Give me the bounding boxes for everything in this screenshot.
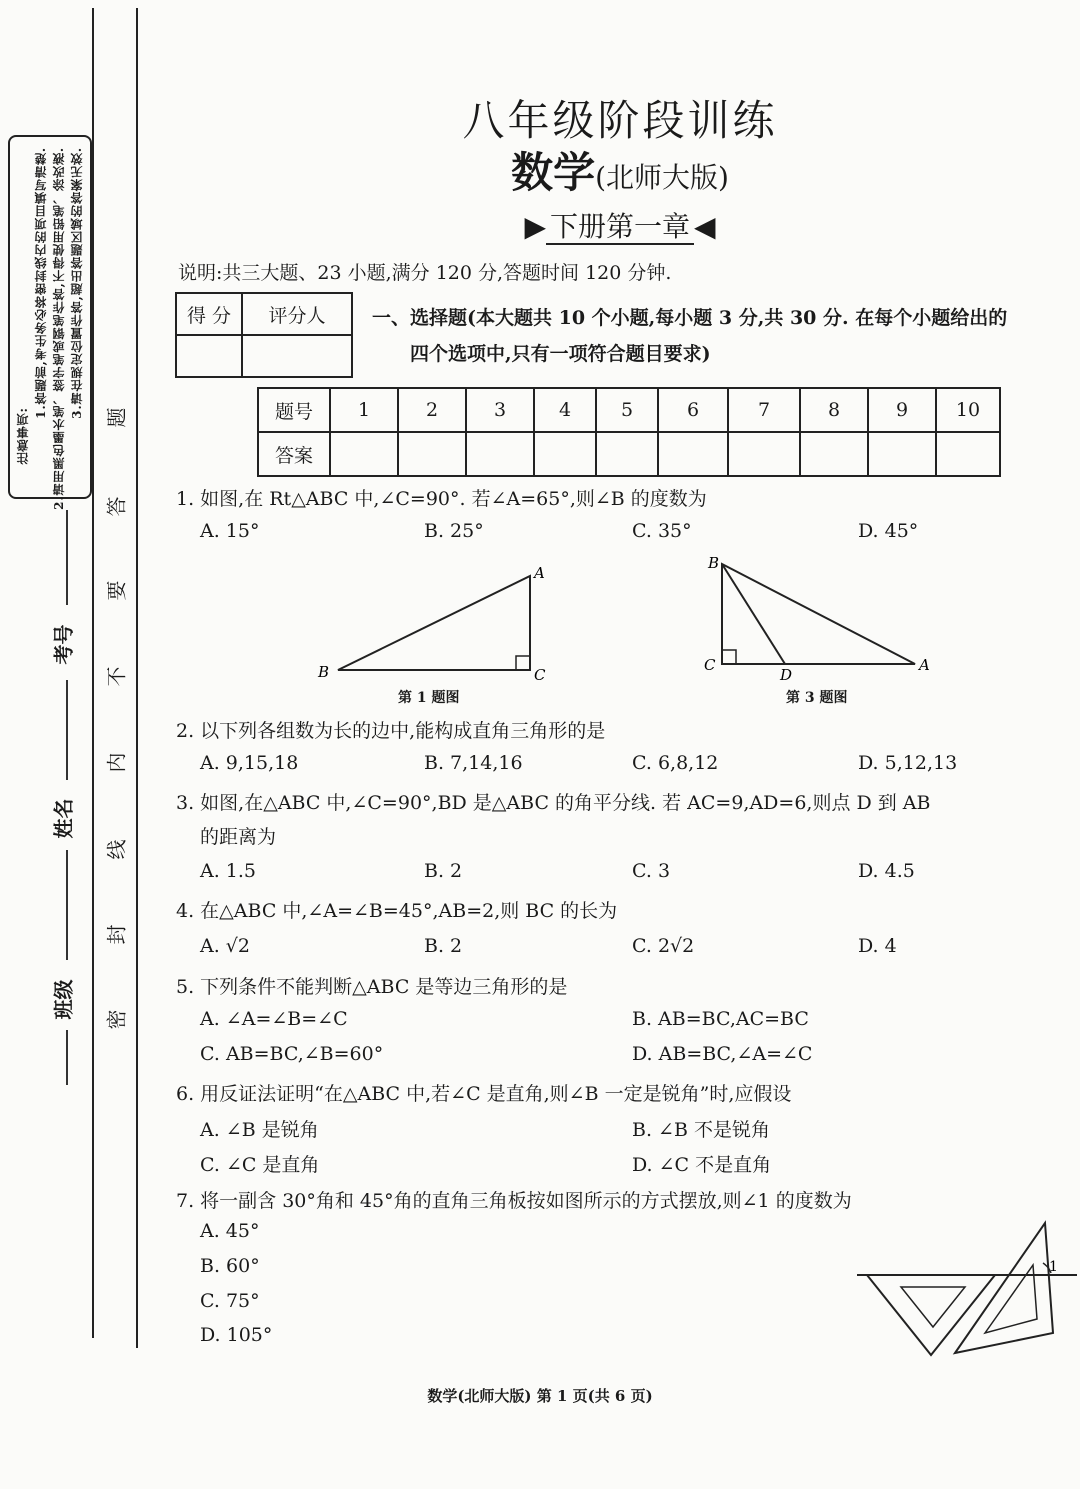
- question-number: 5: [596, 388, 658, 432]
- seal-char: 答: [104, 496, 129, 517]
- question-6-option-c: C. ∠C 是直角: [200, 1154, 320, 1176]
- question-1-option-c: C. 35°: [632, 520, 692, 542]
- answer-cell[interactable]: [534, 432, 596, 476]
- label-c: C: [704, 656, 716, 674]
- label-d: D: [780, 666, 793, 682]
- question-4-option-c: C. 2√2: [632, 935, 695, 957]
- answer-cell[interactable]: [658, 432, 728, 476]
- page-footer: 数学(北师大版) 第 1 页(共 6 页): [427, 1387, 653, 1405]
- question-3-stem: 3. 如图,在△ABC 中,∠C=90°,BD 是△ABC 的角平分线. 若 AC=9,AD=6,则点 D 到 AB: [176, 792, 931, 814]
- set-square-45-inner: [901, 1287, 965, 1327]
- grader-cell[interactable]: [242, 335, 352, 377]
- question-6-stem: 6. 用反证法证明“在△ABC 中,若∠C 是直角,则∠B 一定是锐角”时,应假设: [176, 1083, 792, 1105]
- exam-description: 说明:共三大题、23 小题,满分 120 分,答题时间 120 分钟.: [178, 262, 672, 284]
- triangle-abc: [338, 576, 530, 670]
- notice-title: 注意事项:: [16, 407, 30, 465]
- triangle-right-icon: ▶: [524, 210, 546, 243]
- id-label: 考号: [51, 624, 76, 665]
- name-write-line-top: [66, 680, 68, 780]
- question-number: 9: [868, 388, 936, 432]
- question-5-stem: 5. 下列条件不能判断△ABC 是等边三角形的是: [176, 976, 568, 998]
- question-7-stem: 7. 将一副含 30°角和 45°角的直角三角板按如图所示的方式摆放,则∠1 的度数为: [176, 1190, 852, 1212]
- question-2-option-d: D. 5,12,13: [858, 752, 958, 774]
- seal-char: 不: [104, 666, 129, 687]
- chapter-name: 下册第一章: [546, 210, 694, 245]
- answer-cell[interactable]: [936, 432, 1000, 476]
- question-4-option-b: B. 2: [424, 935, 463, 957]
- triangle-left-icon: ◀: [694, 210, 716, 243]
- class-label: 班级: [51, 979, 76, 1020]
- question-5-option-b: B. AB=BC,AC=BC: [632, 1008, 809, 1030]
- answer-cell[interactable]: [728, 432, 800, 476]
- name-write-line: [66, 850, 68, 960]
- answer-cell[interactable]: [596, 432, 658, 476]
- question-number: 8: [800, 388, 868, 432]
- seal-char: 内: [104, 752, 129, 773]
- seal-char: 线: [104, 839, 129, 860]
- question-7-option-a: A. 45°: [200, 1220, 260, 1242]
- answer-cell[interactable]: [868, 432, 936, 476]
- answer-cell[interactable]: [330, 432, 398, 476]
- question-number: 6: [658, 388, 728, 432]
- answer-cell[interactable]: [398, 432, 466, 476]
- figure-question-3: [700, 552, 940, 682]
- question-4-option-d: D. 4: [858, 935, 897, 957]
- question-7-option-b: B. 60°: [200, 1255, 260, 1277]
- question-5-option-c: C. AB=BC,∠B=60°: [200, 1043, 384, 1065]
- question-2-option-c: C. 6,8,12: [632, 752, 719, 774]
- score-box: [175, 292, 353, 378]
- question-number: 10: [936, 388, 1000, 432]
- question-6-option-d: D. ∠C 不是直角: [632, 1154, 772, 1176]
- figure-1-caption: 第 1 题图: [398, 690, 460, 706]
- right-angle-mark: [516, 656, 530, 670]
- notice-line-1: 1.答题前,考生务必将密封线内的项目填写清楚.: [34, 147, 48, 419]
- question-number: 1: [330, 388, 398, 432]
- label-b: B: [708, 554, 720, 572]
- name-label: 姓名: [51, 798, 76, 839]
- question-number: 7: [728, 388, 800, 432]
- question-1-stem: 1. 如图,在 Rt△ABC 中,∠C=90°. 若∠A=65°,则∠B 的度数为: [176, 488, 707, 510]
- subject-name: 数学: [511, 148, 596, 197]
- subject-title: [0, 140, 1080, 200]
- question-7-option-d: D. 105°: [200, 1324, 273, 1346]
- section-heading-line1: 一、选择题(本大题共 10 个小题,每小题 3 分,共 30 分. 在每个小题给出的: [372, 307, 1008, 329]
- notice-line-2: 2.请用黑色墨水笔、签字笔或钢笔作答,不得使用铅笔、涂改液.: [52, 147, 66, 510]
- label-a: A: [534, 564, 545, 582]
- question-2-option-a: A. 9,15,18: [200, 752, 299, 774]
- section-heading: [372, 300, 1072, 372]
- score-label: 得 分: [176, 293, 242, 335]
- question-2-option-b: B. 7,14,16: [424, 752, 523, 774]
- edition: (北师大版): [595, 161, 729, 194]
- question-1-option-d: D. 45°: [858, 520, 919, 542]
- question-3-option-a: A. 1.5: [200, 860, 257, 882]
- question-3-option-c: C. 3: [632, 860, 671, 882]
- question-4-option-a: A. √2: [200, 935, 250, 957]
- chapter-banner: [0, 205, 1080, 245]
- question-number: 2: [398, 388, 466, 432]
- question-3-option-b: B. 2: [424, 860, 463, 882]
- figure-question-1: [310, 560, 560, 690]
- angle-1-label: 1: [1049, 1259, 1058, 1275]
- question-4-stem: 4. 在△ABC 中,∠A=∠B=45°,AB=2,则 BC 的长为: [176, 900, 618, 922]
- class-write-line: [66, 1030, 68, 1085]
- answer-cell[interactable]: [466, 432, 534, 476]
- question-number: 4: [534, 388, 596, 432]
- bisector-bd: [722, 564, 785, 664]
- question-1-option-b: B. 25°: [424, 520, 484, 542]
- answer-table-answer-label: 答案: [258, 432, 330, 476]
- answer-cell[interactable]: [800, 432, 868, 476]
- seal-char: 要: [104, 580, 129, 601]
- id-write-line: [66, 510, 68, 605]
- seal-char: 封: [104, 924, 129, 945]
- question-6-option-b: B. ∠B 不是锐角: [632, 1119, 770, 1141]
- triangle-abc: [722, 564, 915, 664]
- grader-label: 评分人: [242, 293, 352, 335]
- answer-table-number-label: 题号: [258, 388, 330, 432]
- question-5-option-a: A. ∠A=∠B=∠C: [200, 1008, 348, 1030]
- label-c: C: [534, 666, 546, 684]
- question-3-option-d: D. 4.5: [858, 860, 915, 882]
- right-angle-mark: [722, 650, 736, 664]
- question-3-stem-cont: 的距离为: [200, 826, 277, 848]
- label-a: A: [919, 656, 930, 674]
- score-cell[interactable]: [176, 335, 242, 377]
- question-5-option-d: D. AB=BC,∠A=∠C: [632, 1043, 813, 1065]
- set-square-30: [955, 1223, 1053, 1353]
- question-1-option-a: A. 15°: [200, 520, 260, 542]
- page-title: 八年级阶段训练: [462, 96, 778, 145]
- seal-char: 密: [104, 1009, 129, 1030]
- seal-char: 题: [104, 407, 129, 428]
- question-7-option-c: C. 75°: [200, 1290, 260, 1312]
- answer-table: [257, 387, 1001, 477]
- figure-3-caption: 第 3 题图: [786, 690, 848, 706]
- label-b: B: [318, 663, 330, 681]
- section-heading-line2: 四个选项中,只有一项符合题目要求): [410, 343, 711, 365]
- notice-line-3: 3.请在规定位置作答,超出答题区域的答案无效.: [70, 147, 84, 419]
- question-number: 3: [466, 388, 534, 432]
- question-2-stem: 2. 以下列各组数为长的边中,能构成直角三角形的是: [176, 720, 606, 742]
- question-6-option-a: A. ∠B 是锐角: [200, 1119, 319, 1141]
- figure-question-7: [855, 1215, 1080, 1365]
